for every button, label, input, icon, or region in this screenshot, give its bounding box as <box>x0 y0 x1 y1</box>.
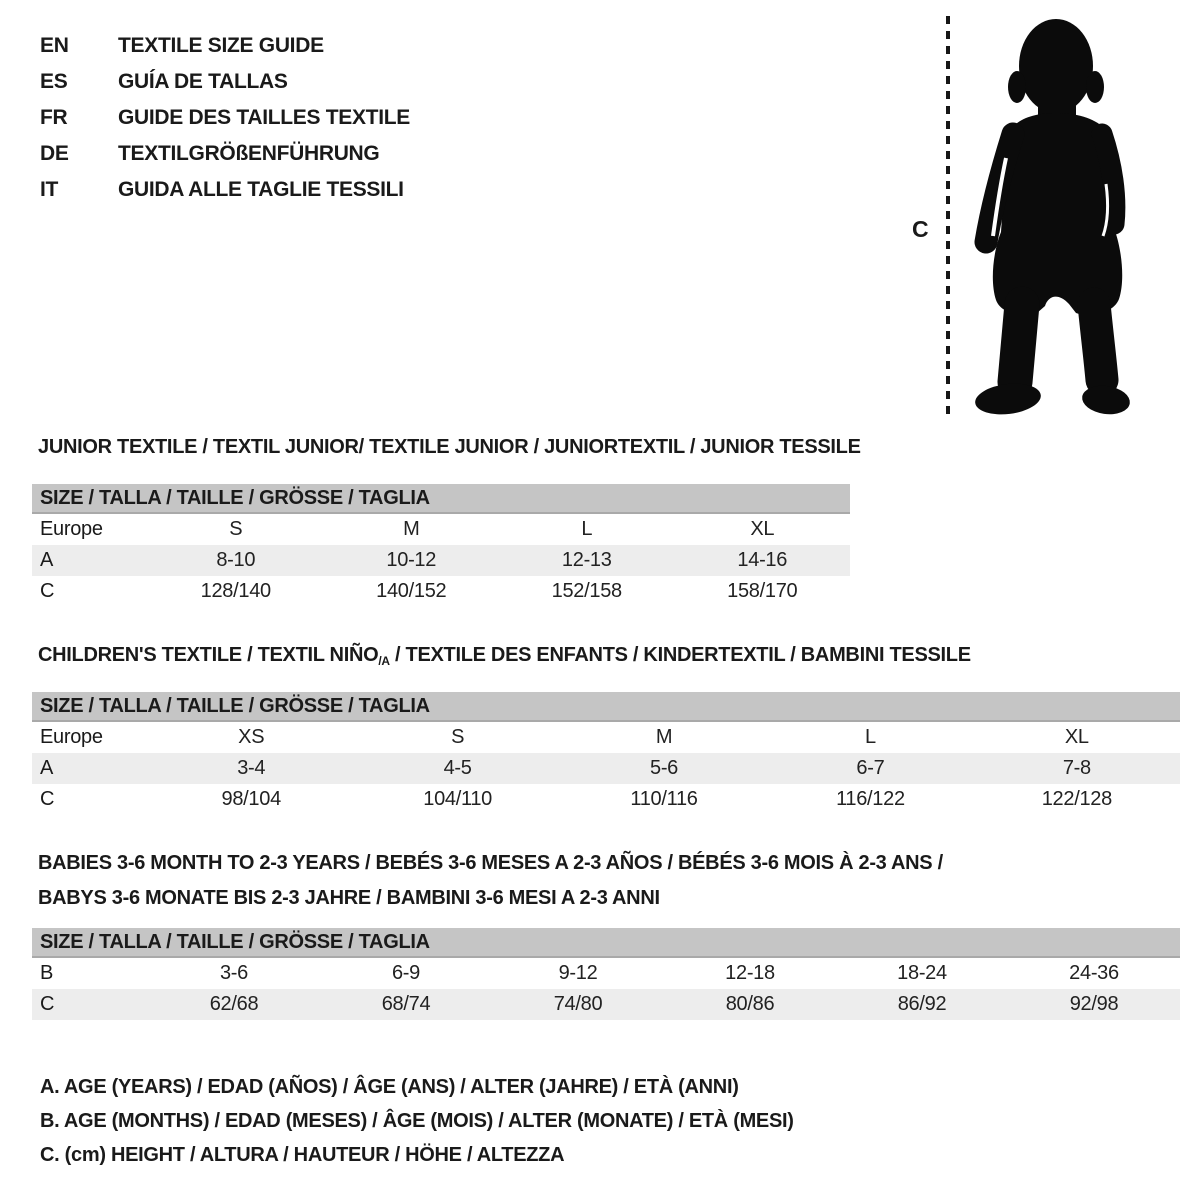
lang-title: GUIDA ALLE TAGLIE TESSILI <box>118 178 404 201</box>
size-cell: 158/170 <box>727 580 798 602</box>
size-header-bar: SIZE / TALLA / TAILLE / GRÖSSE / TAGLIA <box>32 484 850 514</box>
footnotes <box>40 1070 794 1172</box>
row-label: Europe <box>40 726 103 748</box>
size-cell: 122/128 <box>1041 788 1112 810</box>
table-row <box>32 784 1180 815</box>
row-label: A <box>40 757 54 779</box>
size-cell: 104/110 <box>423 788 492 810</box>
row-label: C <box>40 580 55 602</box>
junior-section-title: JUNIOR TEXTILE / TEXTIL JUNIOR/ TEXTILE JUNIOR / JUNIORTEXTIL / JUNIOR TESSILE <box>38 436 861 458</box>
lang-code: ES <box>40 70 68 93</box>
size-header-bar: SIZE / TALLA / TAILLE / GRÖSSE / TAGLIA <box>32 692 1180 722</box>
row-label: A <box>40 549 54 571</box>
size-cell: 86/92 <box>897 993 947 1015</box>
size-cell: 18-24 <box>897 962 947 984</box>
footnote-a: A. AGE (YEARS) / EDAD (AÑOS) / ÂGE (ANS) / ALTER (JAHRE) / ETÀ (ANNI) <box>40 1076 739 1098</box>
size-cell: 14-16 <box>737 549 788 571</box>
lang-code: IT <box>40 178 59 201</box>
lang-title: GUIDE DES TAILLES TEXTILE <box>118 106 410 129</box>
lang-title: TEXTILE SIZE GUIDE <box>118 34 324 57</box>
size-cell: 74/80 <box>553 993 603 1015</box>
table-row <box>32 958 1180 989</box>
footnote-c: C. (cm) HEIGHT / ALTURA / HAUTEUR / HÖHE / ALTEZZA <box>40 1144 565 1166</box>
babies-size-table <box>32 928 1180 1020</box>
size-cell: 80/86 <box>725 993 775 1015</box>
size-cell: 12-13 <box>561 549 612 571</box>
row-label: Europe <box>40 518 103 540</box>
lang-row-fr <box>40 100 410 136</box>
size-cell: 140/152 <box>376 580 447 602</box>
size-cell: 152/158 <box>551 580 622 602</box>
size-cell: L <box>581 518 593 540</box>
size-cell: 6-9 <box>391 962 420 984</box>
size-cell: L <box>865 726 876 748</box>
size-cell: 98/104 <box>221 788 281 810</box>
children-title-pre: CHILDREN'S TEXTILE / TEXTIL NIÑO <box>38 644 379 666</box>
lang-code: EN <box>40 34 69 57</box>
lang-code: FR <box>40 106 68 129</box>
children-title-sub: /A <box>378 654 390 668</box>
size-cell: 24-36 <box>1069 962 1119 984</box>
table-row <box>32 576 850 607</box>
size-cell: M <box>403 518 420 540</box>
size-cell: XL <box>1064 726 1089 748</box>
size-cell: M <box>655 726 673 748</box>
footnote-b: B. AGE (MONTHS) / EDAD (MESES) / ÂGE (MOIS) / ALTER (MONATE) / ETÀ (MESI) <box>40 1110 794 1132</box>
row-label: C <box>40 788 55 810</box>
table-row <box>32 545 850 576</box>
size-cell: 92/98 <box>1069 993 1119 1015</box>
babies-title-line2: BABYS 3-6 MONATE BIS 2-3 JAHRE / BAMBINI 3-6 MESI A 2-3 ANNI <box>38 887 660 909</box>
row-label: C <box>40 993 55 1015</box>
children-section-title <box>38 644 971 672</box>
lang-code: DE <box>40 142 69 165</box>
size-cell: XS <box>238 726 265 748</box>
size-cell: 3-4 <box>237 757 266 779</box>
size-cell: 8-10 <box>216 549 256 571</box>
children-title-post: / TEXTILE DES ENFANTS / KINDERTEXTIL / BAMBINI TESSILE <box>389 644 971 666</box>
size-cell: 6-7 <box>856 757 885 779</box>
size-header-bar: SIZE / TALLA / TAILLE / GRÖSSE / TAGLIA <box>32 928 1180 958</box>
table-row <box>32 989 1180 1020</box>
table-row <box>32 722 1180 753</box>
baby-silhouette-icon <box>968 16 1134 418</box>
lang-title: TEXTILGRÖßENFÜHRUNG <box>118 142 380 165</box>
lang-row-it <box>40 172 410 208</box>
lang-title: GUÍA DE TALLAS <box>118 70 288 93</box>
size-cell: 116/122 <box>836 788 905 810</box>
lang-row-de <box>40 136 410 172</box>
size-cell: 110/116 <box>630 788 698 810</box>
size-cell: 4-5 <box>443 757 472 779</box>
size-cell: 7-8 <box>1062 757 1091 779</box>
size-cell: 68/74 <box>381 993 431 1015</box>
lang-row-es <box>40 64 410 100</box>
size-cell: S <box>229 518 243 540</box>
size-cell: 128/140 <box>200 580 271 602</box>
height-measure-line <box>946 16 950 418</box>
size-cell: XL <box>750 518 775 540</box>
size-cell: S <box>451 726 465 748</box>
junior-size-table <box>32 484 850 607</box>
size-cell: 62/68 <box>209 993 259 1015</box>
size-cell: 9-12 <box>558 962 598 984</box>
size-cell: 3-6 <box>219 962 248 984</box>
measure-label-c: C <box>912 216 929 242</box>
row-label: B <box>40 962 54 984</box>
babies-section-title <box>38 846 943 916</box>
size-cell: 5-6 <box>650 757 679 779</box>
babies-title-line1: BABIES 3-6 MONTH TO 2-3 YEARS / BEBÉS 3-6 MESES A 2-3 AÑOS / BÉBÉS 3-6 MOIS À 2-3 ANS / <box>38 852 943 874</box>
size-cell: 12-18 <box>725 962 775 984</box>
children-size-table <box>32 692 1180 815</box>
table-row <box>32 753 1180 784</box>
language-header <box>40 28 410 208</box>
size-cell: 10-12 <box>386 549 437 571</box>
lang-row-en <box>40 28 410 64</box>
table-row <box>32 514 850 545</box>
